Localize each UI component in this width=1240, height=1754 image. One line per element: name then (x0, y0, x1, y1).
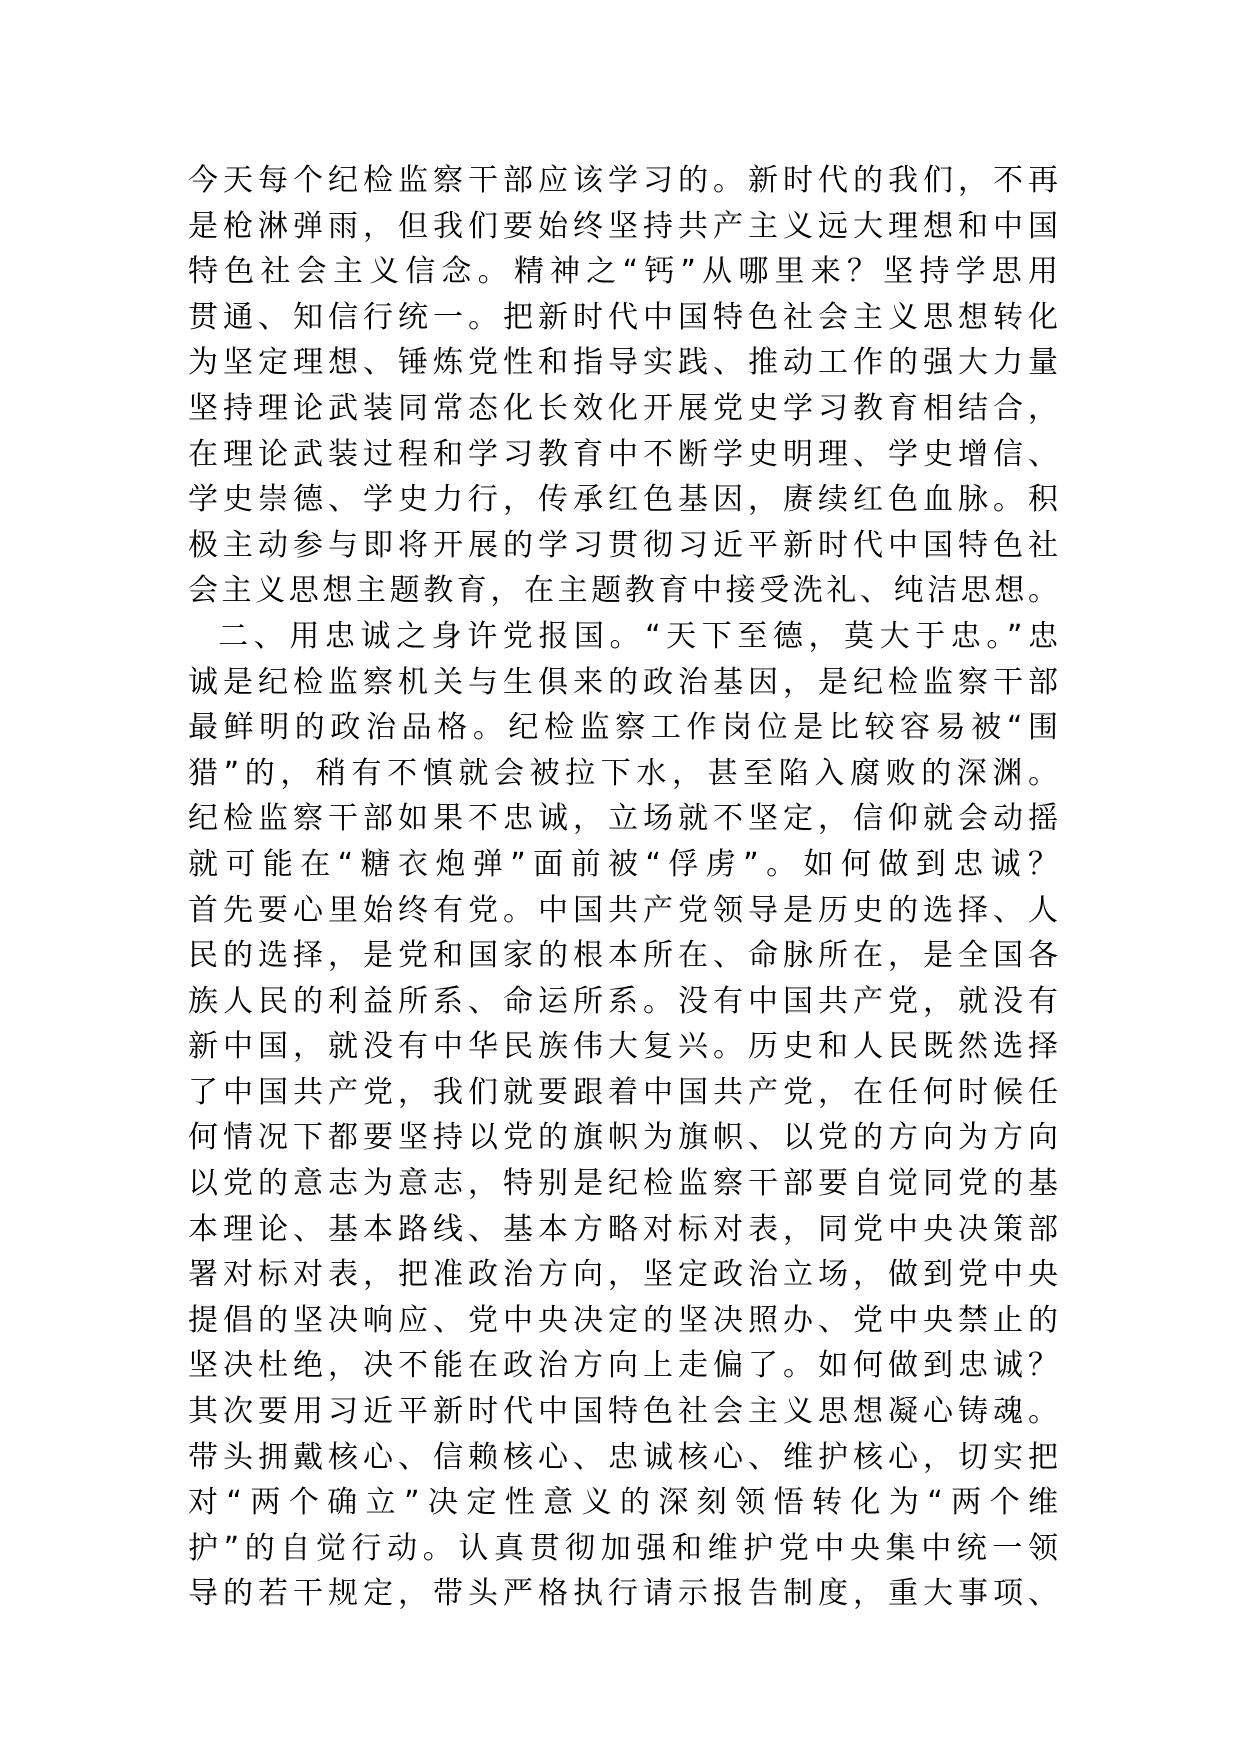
text-line: 学史崇德、学史力行，传承红色基因，赓续红色血脉。积 (188, 482, 1058, 518)
text-line: 族人民的利益所系、命运所系。没有中国共产党，就没有 (188, 983, 1058, 1019)
text-line: 新中国，就没有中华民族伟大复兴。历史和人民既然选择 (188, 1029, 1058, 1065)
text-line: 纪检监察干部如果不忠诚，立场就不坚定，信仰就会动摇 (188, 801, 1058, 837)
text-line: 带头拥戴核心、信赖核心、忠诚核心、维护核心，切实把 (188, 1439, 1058, 1475)
text-line: 坚决杜绝，决不能在政治方向上走偏了。如何做到忠诚？ (188, 1348, 1058, 1384)
text-line: 导的若干规定，带头严格执行请示报告制度，重大事项、 (188, 1576, 1058, 1612)
text-line: 会主义思想主题教育，在主题教育中接受洗礼、纯洁思想。 (188, 573, 1058, 609)
text-line: 特色社会主义信念。精神之“钙”从哪里来？坚持学思用 (188, 254, 1058, 290)
text-line: 坚持理论武装同常态化长效化开展党史学习教育相结合， (188, 390, 1058, 426)
text-line: 是枪淋弹雨，但我们要始终坚持共产主义远大理想和中国 (188, 208, 1058, 244)
text-line: 最鲜明的政治品格。纪检监察工作岗位是比较容易被“围 (188, 710, 1058, 746)
text-line: 为坚定理想、锤炼党性和指导实践、推动工作的强大力量 (188, 345, 1058, 381)
section-heading-line: 二、用忠诚之身许党报国。“天下至德，莫大于忠。”忠 (188, 618, 1058, 654)
text-line: 以党的意志为意志，特别是纪检监察干部要自觉同党的基 (188, 1166, 1058, 1202)
text-line: 首先要心里始终有党。中国共产党领导是历史的选择、人 (188, 892, 1058, 928)
text-line: 就可能在“糖衣炮弹”面前被“俘虏”。如何做到忠诚？ (188, 846, 1058, 882)
text-line: 提倡的坚决响应、党中央决定的坚决照办、党中央禁止的 (188, 1302, 1058, 1338)
text-line: 何情况下都要坚持以党的旗帜为旗帜、以党的方向为方向 (188, 1120, 1058, 1156)
text-line: 署对标对表，把准政治方向，坚定政治立场，做到党中央 (188, 1257, 1058, 1293)
text-line: 本理论、基本路线、基本方略对标对表，同党中央决策部 (188, 1211, 1058, 1247)
text-line: 了中国共产党，我们就要跟着中国共产党，在任何时候任 (188, 1074, 1058, 1110)
text-line: 贯通、知信行统一。把新时代中国特色社会主义思想转化 (188, 299, 1058, 335)
text-line: 其次要用习近平新时代中国特色社会主义思想凝心铸魂。 (188, 1394, 1058, 1430)
text-line: 诚是纪检监察机关与生俱来的政治基因，是纪检监察干部 (188, 664, 1058, 700)
body-text (188, 158, 1058, 1617)
text-line: 对“两个确立”决定性意义的深刻领悟转化为“两个维 (188, 1485, 1058, 1521)
text-line: 在理论武装过程和学习教育中不断学史明理、学史增信、 (188, 436, 1058, 472)
text-line: 今天每个纪检监察干部应该学习的。新时代的我们，不再 (188, 163, 1058, 198)
text-line: 护”的自觉行动。认真贯彻加强和维护党中央集中统一领 (188, 1530, 1058, 1566)
text-line: 猎”的，稍有不慎就会被拉下水，甚至陷入腐败的深渊。 (188, 755, 1058, 791)
text-line: 极主动参与即将开展的学习贯彻习近平新时代中国特色社 (188, 527, 1058, 563)
text-line: 民的选择，是党和国家的根本所在、命脉所在，是全国各 (188, 938, 1058, 974)
